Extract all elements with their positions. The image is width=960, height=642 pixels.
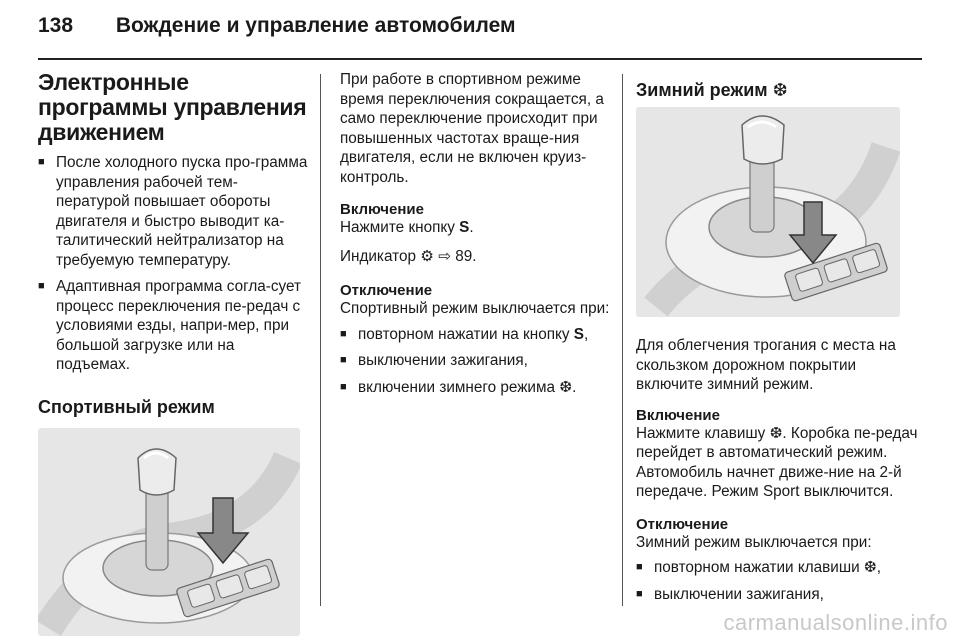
list-item: ■ После холодного пуска про-грамма управления рабочей тем-пературой повышает обороты двигателя и быстро выводит ка-талитический нейтрализатор на требуемую температуру. xyxy=(38,153,308,270)
off-list xyxy=(636,558,926,604)
winter-mode-heading: Зимний режим ❆ xyxy=(636,80,788,101)
off-text: Спортивный режим выключается при: xyxy=(340,300,610,317)
on-heading: Включение xyxy=(340,201,424,218)
section-heading: Электронные программы управления движением xyxy=(38,69,307,145)
on-text: Нажмите кнопку S. xyxy=(340,219,474,236)
off-heading: Отключение xyxy=(636,515,729,533)
off-list xyxy=(340,325,610,398)
column-divider xyxy=(320,74,321,606)
winter-intro: Для облегчения трогания с места на скользком дорожном покрытии включите зимний режим. xyxy=(636,337,896,393)
column-2 xyxy=(340,70,610,404)
column-divider xyxy=(622,74,623,606)
indicator-text: Индикатор ⚙ ⇨ 89. xyxy=(340,246,477,265)
list-item: ■ повторном нажатии на кнопку S, xyxy=(340,325,610,345)
s-button-label: S xyxy=(459,219,470,236)
on-heading: Включение xyxy=(636,406,720,424)
list-item: ■ Адаптивная программа согла-сует процесс переключения пе-редач с условиями езды, напри-мер, при большой загрузке или на подъемах. xyxy=(38,277,308,375)
winter-mode-illustration xyxy=(636,107,900,317)
chapter-title: Вождение и управление автомобилем xyxy=(115,14,516,37)
list-item: ■ выключении зажигания, xyxy=(636,585,926,605)
sport-mode-illustration xyxy=(38,428,300,636)
column-1 xyxy=(38,70,308,641)
list-item: ■ включении зимнего режима ❆. xyxy=(340,378,610,398)
snowflake-icon: ❆ xyxy=(769,423,783,442)
off-heading: Отключение xyxy=(340,282,433,299)
page-number: 138 xyxy=(38,14,74,37)
snowflake-icon: ❆ xyxy=(559,377,573,396)
snowflake-icon: ❆ xyxy=(863,558,877,576)
winter-off-text: Зимний режим выключается при: xyxy=(636,533,872,551)
sport-indicator-icon: ⚙ xyxy=(420,246,434,265)
sport-mode-heading: Спортивный режим xyxy=(38,396,215,417)
header-rule xyxy=(38,58,922,60)
watermark: carmanualsonline.info xyxy=(723,610,948,635)
list-item: ■ повторном нажатии клавиши ❆, xyxy=(636,558,926,578)
list-item: ■ выключении зажигания, xyxy=(340,351,610,371)
column-3 xyxy=(636,70,926,611)
page-header xyxy=(38,14,516,38)
bullet-list xyxy=(38,153,308,375)
snowflake-icon: ❆ xyxy=(772,80,788,101)
page-ref-arrow-icon: ⇨ xyxy=(438,246,452,265)
winter-on-text: Нажмите клавишу ❆. Коробка пе-редач перейдет в автоматический режим. Автомобиль начнет движе-ние на 2-й передаче. Режим Sport выключится. xyxy=(636,423,918,500)
sport-intro: При работе в спортивном режиме время переключения сокращается, а само переключение происходит при повышенных частотах враще-ния двигателя, если не включен круиз-контроль. xyxy=(340,71,604,186)
